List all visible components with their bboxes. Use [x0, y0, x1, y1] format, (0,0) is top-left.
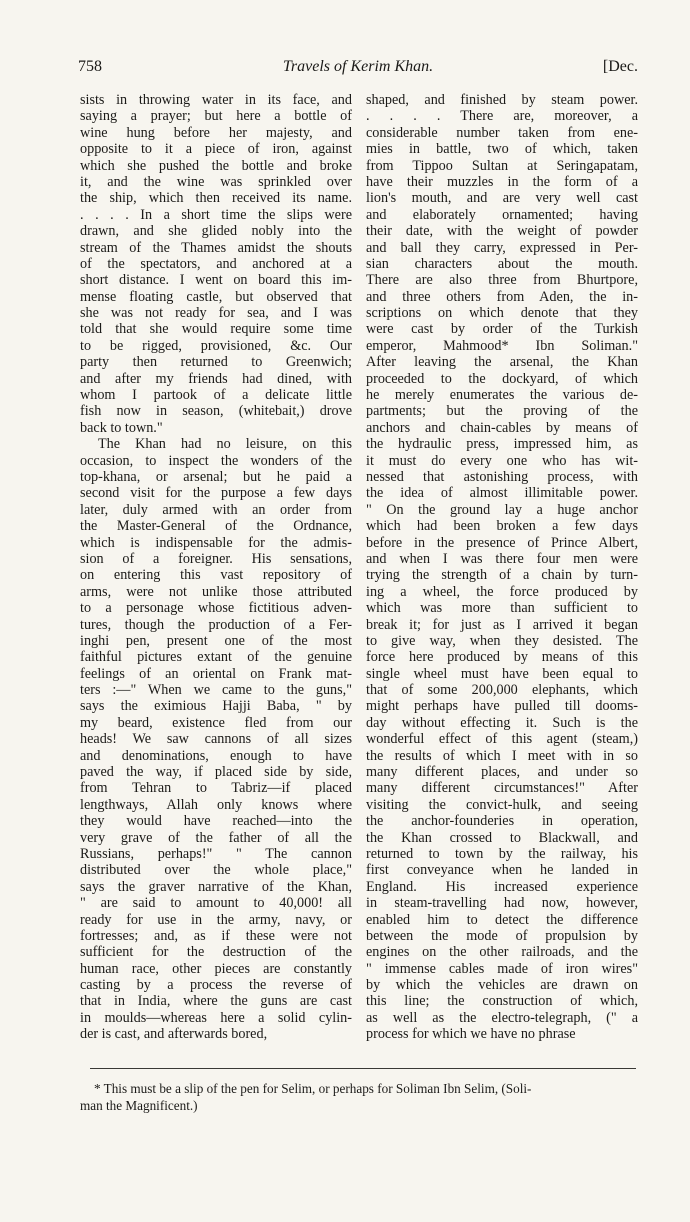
text-line: partments; but the proving of the: [366, 403, 638, 420]
text-line: shaped, and finished by steam power.: [366, 92, 638, 108]
running-title: Travels of Kerim Khan.: [282, 58, 434, 75]
text-line: The Khan had no leisure, on this: [98, 436, 352, 453]
text-line: the results of which I meet with in so: [366, 747, 638, 764]
text-line: fish now in season, (whitebait,) drove: [80, 403, 352, 420]
text-line: by which the vehicles are drawn on: [366, 977, 638, 994]
text-line: and after my friends had dined, with: [80, 370, 352, 387]
text-line: as well as the electro-telegraph, (" a: [366, 1009, 638, 1026]
text-line: the ship, which then received its name.: [80, 190, 352, 207]
text-line: says the eximious Hajji Baba, " by: [80, 698, 352, 715]
text-line: which is indispensable for the admis-: [80, 534, 352, 551]
text-line: they would have reached—into the: [80, 813, 352, 830]
text-line: lion's mouth, and are very well cast: [366, 190, 638, 207]
text-line: nessed that astonishing process, with: [366, 468, 638, 485]
text-line: and ball they carry, expressed in Per-: [366, 239, 638, 256]
text-line: mies in battle, two of which, taken: [366, 141, 638, 158]
text-line: which she pushed the bottle and broke: [80, 157, 352, 174]
text-line: top-khana, or arsenal; but he paid a: [80, 468, 352, 485]
text-line: heads! We saw cannons of all sizes: [80, 731, 352, 748]
text-line: of the spectators, and anchored at a: [80, 255, 352, 272]
text-line: trying the strength of a chain by turn-: [366, 567, 638, 584]
text-line: process for which we have no phrase: [366, 1026, 576, 1043]
text-line: . . . . There are, moreover, a: [366, 108, 638, 125]
text-line: says the graver narrative of the Khan,: [80, 878, 352, 895]
text-line: between the mode of propulsion by: [366, 927, 638, 944]
text-line: paved the way, if placed side by side,: [80, 764, 352, 781]
text-line: ready for use in the army, navy, or: [80, 911, 352, 928]
text-line: he merely enumerates the various de-: [366, 387, 638, 404]
text-line: visiting the convict-hulk, and seeing: [366, 796, 638, 813]
text-line: and three others from Aden, the in-: [366, 288, 638, 305]
text-line: and when I was there four men were: [366, 550, 638, 567]
text-line: that of some 200,000 elephants, which: [366, 682, 638, 699]
text-line: this line; the construction of which,: [366, 993, 638, 1010]
text-line: in steam-travelling had now, however,: [366, 895, 638, 912]
text-line: wine hung before her majesty, and: [80, 124, 352, 141]
text-line: first conveyance when he landed in: [366, 862, 638, 879]
text-line: from Tehran to Tabriz—if placed: [80, 780, 352, 797]
text-line: many different places, and under so: [366, 764, 638, 781]
text-line: whom I partook of a delicate little: [80, 387, 352, 404]
text-line: scriptions on which denote that they: [366, 305, 638, 322]
text-line: their date, with the weight of powder: [366, 223, 638, 240]
text-line: fortresses; and, as if these were not: [80, 927, 352, 944]
text-line: lengthways, Allah only knows where: [80, 796, 352, 813]
footnote-rule: [90, 1068, 636, 1069]
text-line: and elaborately ornamented; having: [366, 206, 638, 223]
text-line: before in the presence of Prince Albert,: [366, 534, 638, 551]
text-line: returned to town by the railway, his: [366, 845, 638, 862]
text-line: stream of the Thames amidst the shouts: [80, 239, 352, 256]
text-line: she was not ready for sea, and I was: [80, 305, 352, 322]
left-text-column: [80, 92, 352, 1043]
text-line: . . . . In a short time the slips were: [80, 206, 352, 223]
text-line: later, duly armed with an order from: [80, 501, 352, 518]
header-month: [Dec.: [602, 58, 638, 75]
text-line: break it; for just as I arrived it began: [366, 616, 638, 633]
text-line: opposite to it a piece of iron, against: [80, 141, 352, 158]
text-line: der is cast, and afterwards bored,: [80, 1026, 268, 1043]
text-line: distributed over the whole place,": [80, 862, 352, 879]
text-line: engines on the other railroads, and the: [366, 944, 638, 961]
text-line: to give way, when they desisted. The: [366, 632, 638, 649]
text-line: arms, were not unlike those attributed: [80, 583, 352, 600]
footnote-line: man the Magnificent.): [80, 1098, 198, 1113]
text-line: short distance. I went on board this im-: [80, 272, 352, 289]
text-line: from Tippoo Sultan at Seringapatam,: [366, 157, 638, 174]
text-line: the hydraulic press, impressed him, as: [366, 436, 638, 453]
text-line: inghi pen, present one of the most: [80, 632, 352, 649]
text-line: sists in throwing water in its face, and: [80, 92, 352, 108]
text-line: very grave of the father of all the: [80, 829, 352, 846]
text-line: told that she would require some time: [80, 321, 352, 338]
text-line: " immense cables made of iron wires": [366, 960, 638, 977]
text-line: which had been broken a few days: [366, 518, 638, 535]
text-line: human race, other pieces are constantly: [80, 960, 352, 977]
text-line: proceeded to the dockyard, of which: [366, 370, 638, 387]
text-line: Russians, perhaps!" " The cannon: [80, 845, 352, 862]
text-line: drawn, and she glided nobly into the: [80, 223, 352, 240]
text-line: might perhaps have pulled till dooms-: [366, 698, 638, 715]
text-line: have their muzzles in the form of a: [366, 173, 638, 190]
text-line: back to town.": [80, 419, 163, 436]
text-line: anchors and chain-cables by means of: [366, 419, 638, 436]
text-line: saying a prayer; but here a bottle of: [80, 108, 352, 125]
text-line: considerable number taken from ene-: [366, 124, 638, 141]
text-line: ters :—" When we came to the guns,": [80, 682, 352, 699]
text-line: sian characters about the mouth.: [366, 255, 638, 272]
text-line: that in India, where the guns are cast: [80, 993, 352, 1010]
text-line: the anchor-founderies in operation,: [366, 813, 638, 830]
text-line: and denominations, enough to have: [80, 747, 352, 764]
running-header: [78, 58, 638, 80]
text-line: " On the ground lay a huge anchor: [366, 501, 638, 518]
text-line: wonderful effect of this agent (steam,): [366, 731, 638, 748]
text-line: After leaving the arsenal, the Khan: [366, 354, 638, 371]
text-line: enabled him to detect the difference: [366, 911, 638, 928]
text-line: ing a wheel, the force produced by: [366, 583, 638, 600]
text-line: it, and the wine was sprinkled over: [80, 173, 352, 190]
text-line: many different circumstances!" After: [366, 780, 638, 797]
page-number: 758: [78, 58, 102, 75]
text-line: feelings of an oriental on Frank mat-: [80, 665, 352, 682]
text-line: in moulds—whereas here a solid cylin-: [80, 1009, 352, 1026]
text-line: mense floating castle, but observed that: [80, 288, 352, 305]
right-text-column: [366, 92, 638, 1043]
text-line: sufficient for the destruction of the: [80, 944, 352, 961]
text-line: faithful pictures extant of the genuine: [80, 649, 352, 666]
text-line: " are said to amount to 40,000! all: [80, 895, 352, 912]
text-line: to be rigged, provisioned, &c. Our: [80, 337, 352, 354]
text-line: on entering this vast repository of: [80, 567, 352, 584]
text-line: the idea of almost illimitable power.: [366, 485, 638, 502]
text-line: which was more than sufficient to: [366, 600, 638, 617]
text-line: There are also three from Bhurtpore,: [366, 272, 638, 289]
text-line: occasion, to inspect the wonders of the: [80, 452, 352, 469]
text-line: the Master-General of the Ordnance,: [80, 518, 352, 535]
text-line: tures, though the production of a Fer-: [80, 616, 352, 633]
footnote-line: * This must be a slip of the pen for Selim, or perhaps for Soliman Ibn Selim, (Soli-: [94, 1081, 532, 1096]
text-line: the Khan crossed to Blackwall, and: [366, 829, 638, 846]
text-line: to a personage whose fictitious adven-: [80, 600, 352, 617]
text-line: emperor, Mahmood* Ibn Soliman.": [366, 337, 638, 354]
text-line: casting by a process the reverse of: [80, 977, 352, 994]
text-line: force here produced by means of this: [366, 649, 638, 666]
text-line: second visit for the purpose a few days: [80, 485, 352, 502]
text-line: were cast by order of the Turkish: [366, 321, 638, 338]
text-line: single wheel must have been equal to: [366, 665, 638, 682]
text-line: party then returned to Greenwich;: [80, 354, 352, 371]
footnote: [80, 1080, 640, 1114]
text-line: it must do every one who has wit-: [366, 452, 638, 469]
text-line: sion of a foreigner. His sensations,: [80, 550, 352, 567]
text-line: day without effecting it. Such is the: [366, 714, 638, 731]
text-line: my beard, existence fled from our: [80, 714, 352, 731]
text-line: England. His increased experience: [366, 878, 638, 895]
